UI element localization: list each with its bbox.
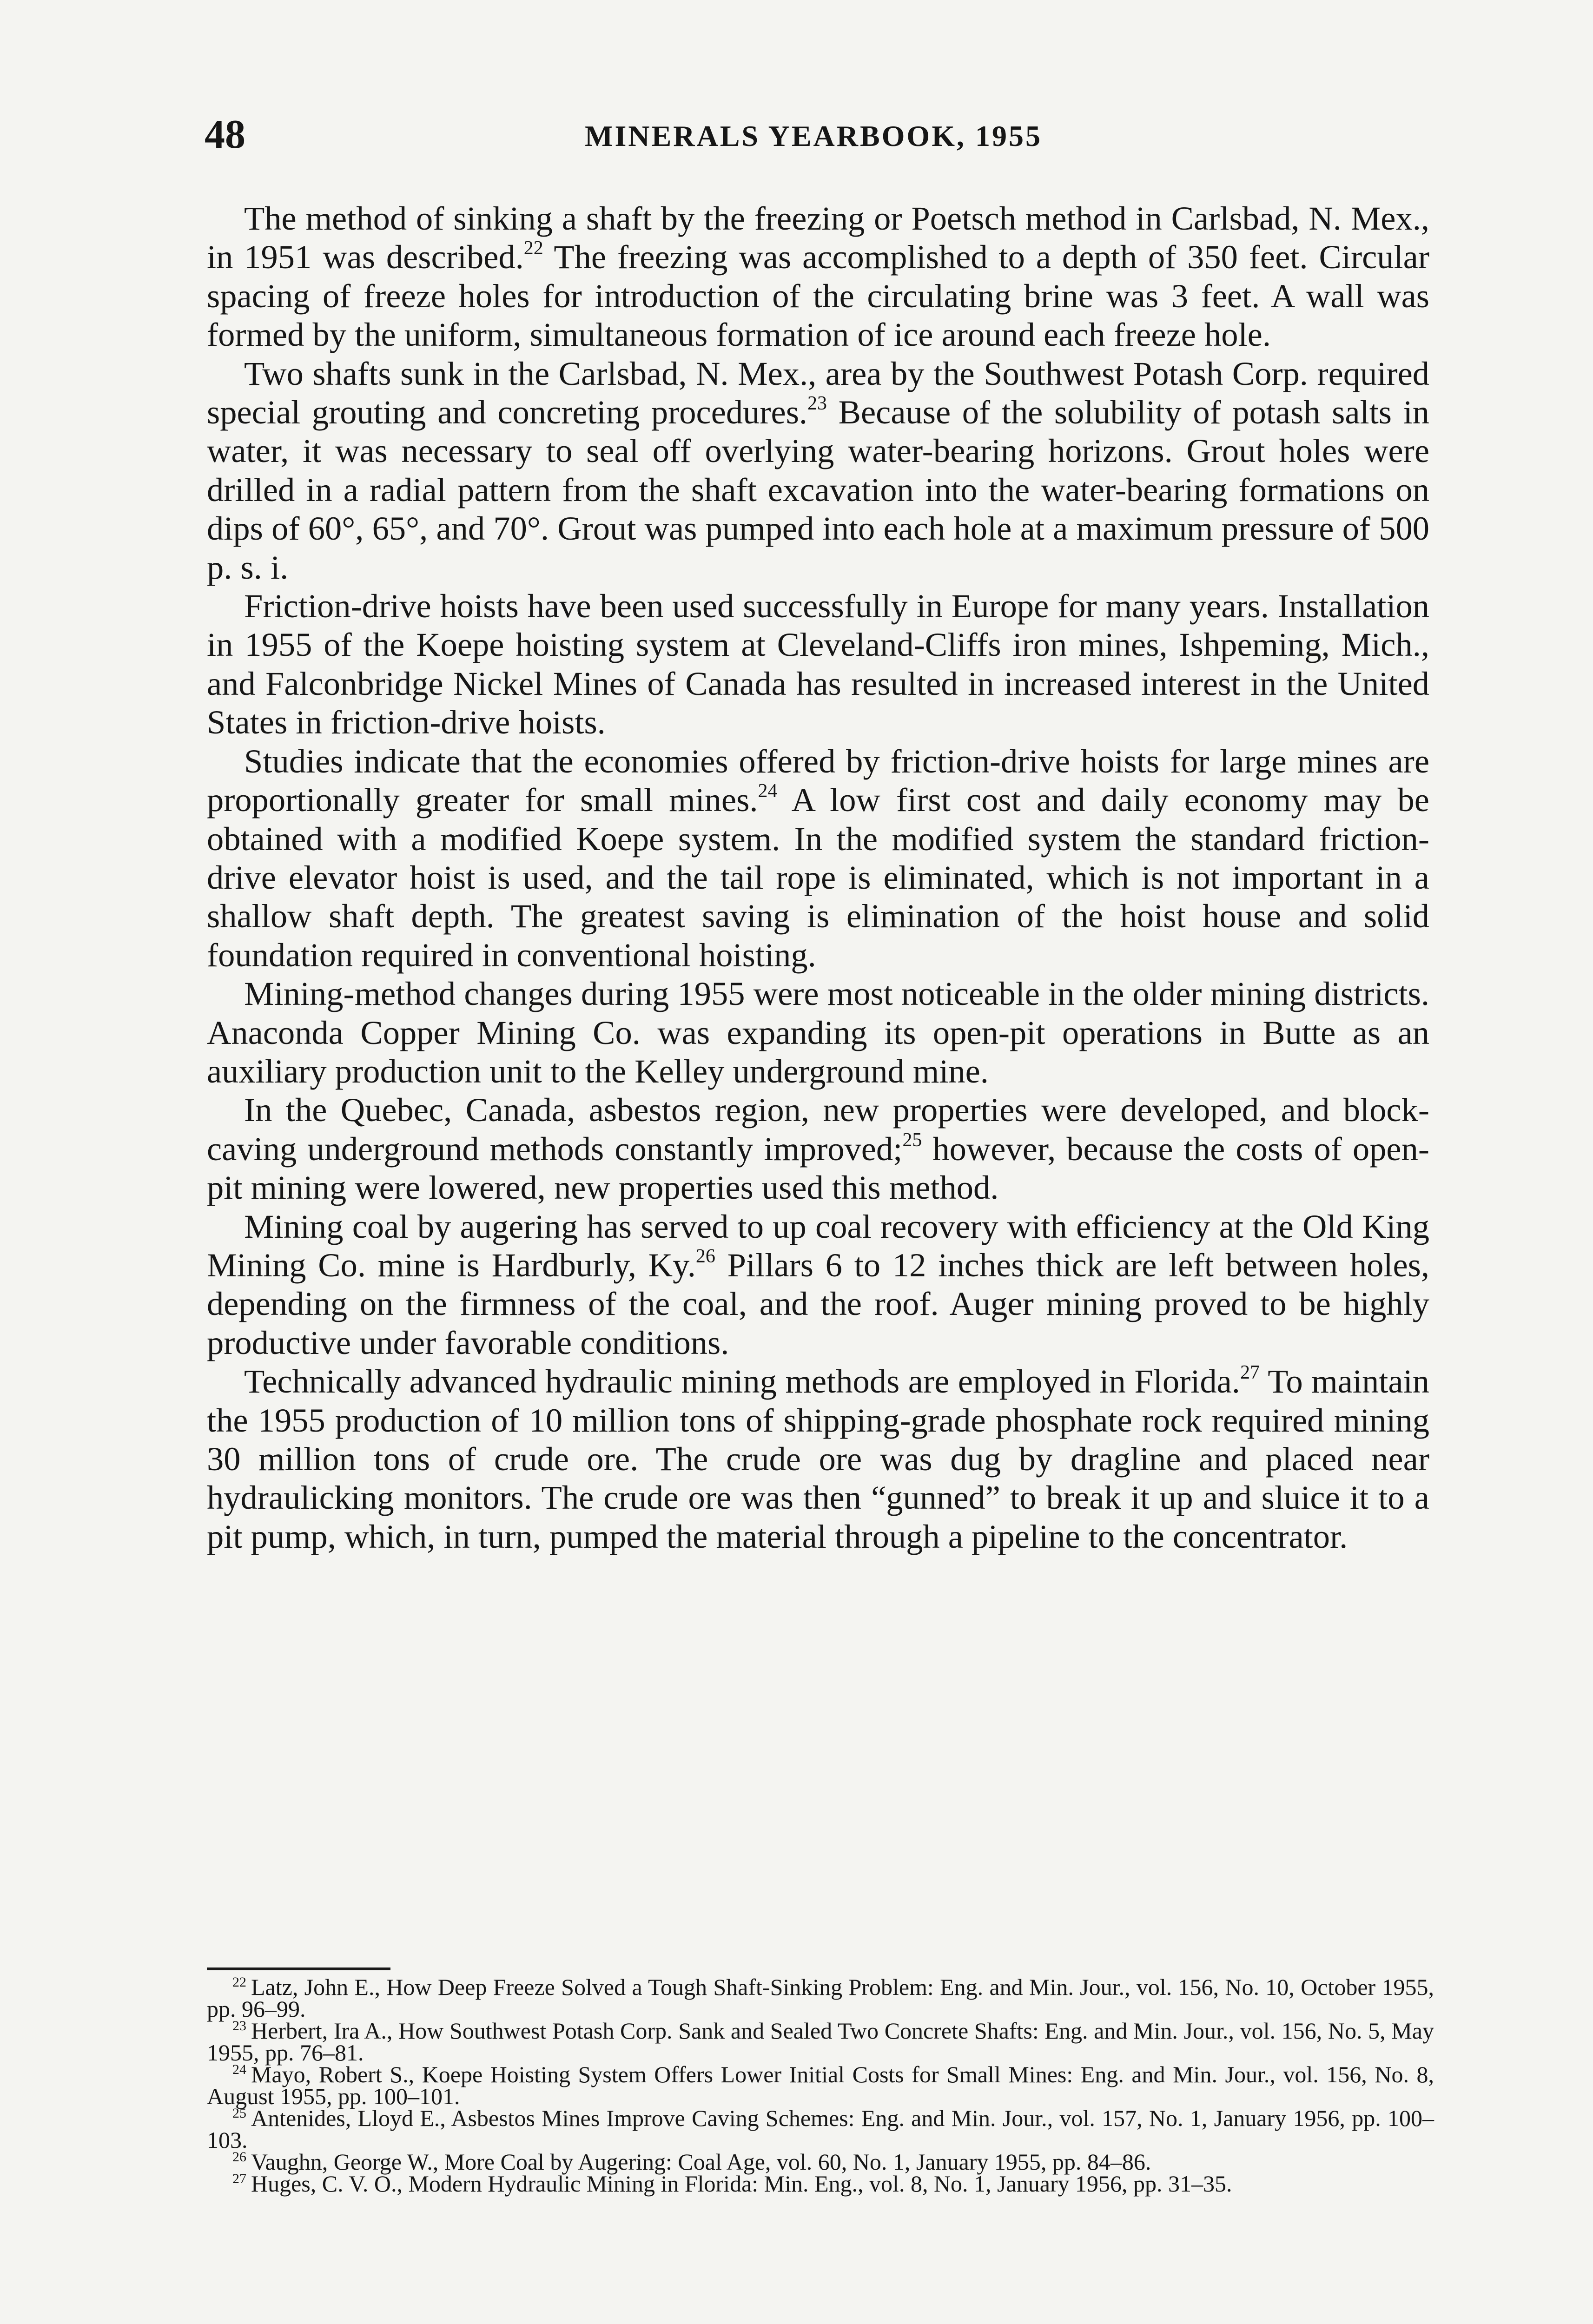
- footnote-divider: [207, 1967, 390, 1970]
- footnote-number: 22: [232, 1974, 246, 1990]
- footnote-24: [207, 2061, 1434, 2109]
- paragraph-text-continued: To maintain the 1955 production of 10 million tons of shipping-grade phosphate rock required mining 30 million tons of crude ore. The crude ore was dug by dragline and placed near hydraulicking monitors. The crude ore was then “gunned” to break it up and sluice it to a pit pump, which, in turn, pumped the material through a pipeline to the concentrator.: [207, 1362, 1429, 1555]
- paragraph-text: Technically advanced hydraulic mining methods are employed in Florida.: [244, 1362, 1240, 1400]
- paragraph-text-continued: Because of the solubility of potash salts in water, it was necessary to seal off overlying water-bearing horizons. Grout holes were drilled in a radial pattern from the shaft excavation into the water-bearing formations on dips of 60°, 65°, and 70°. Grout was pumped into each hole at a maximum pressure of 500 p. s. i.: [207, 393, 1429, 586]
- footnote-number: 23: [232, 2018, 246, 2034]
- paragraph-text-continued: Pillars 6 to 12 inches thick are left between holes, depending on the firmness of the coal, and the roof. Auger mining proved to be highly productive under favorable conditions.: [207, 1246, 1429, 1361]
- footnote-number: 24: [232, 2062, 246, 2077]
- footnote-text: Vaughn, George W., More Coal by Augering: Coal Age, vol. 60, No. 1, January 1955, pp. 84–86.: [251, 2149, 1151, 2175]
- running-head: MINERALS YEARBOOK, 1955: [585, 119, 1042, 152]
- footnote-ref: 23: [807, 393, 827, 415]
- paragraph-text: Friction-drive hoists have been used successfully in Europe for many years. Installation in 1955 of the Koepe hoisting system at Cleveland-Cliffs iron mines, Ishpeming, Mich., and Falconbridge Nickel Mines of Canada has resulted in increased interest in the United States in friction-drive hoists.: [207, 587, 1429, 741]
- footnote-26: [207, 2151, 1434, 2173]
- paragraph-mining-method-changes: [207, 974, 1429, 1090]
- paragraph-potash-shafts: [207, 354, 1429, 587]
- paragraph-text: Two shafts sunk in the Carlsbad, N. Mex., area by the Southwest Potash Corp. required special grouting and concreting procedures.: [207, 354, 1429, 431]
- paragraph-text: Studies indicate that the economies offered by friction-drive hoists for large mines are proportionally greater for small mines.: [207, 742, 1429, 819]
- footnote-23: [207, 2020, 1434, 2064]
- paragraph-text: Mining-method changes during 1955 were most noticeable in the older mining districts. Anaconda Copper Mining Co. was expanding its open-pit operations in Butte as an auxiliary production unit to the Kelley underground mine.: [207, 975, 1429, 1090]
- paragraph-freezing-method: [207, 199, 1429, 354]
- paragraph-hydraulic-mining: [207, 1362, 1429, 1556]
- paragraph-koepe-economies: [207, 742, 1429, 974]
- paragraph-text-continued: A low first cost and daily economy may be obtained with a modified Koepe system. In the modified system the standard friction-drive elevator hoist is used, and the tail rope is eliminated, which is not important in a shallow shaft depth. The greatest saving is elimination of the hoist house and solid foundation required in conventional hoisting.: [207, 781, 1429, 974]
- paragraph-text: Mining coal by augering has served to up coal recovery with efficiency at the Old King Mining Co. mine is Hardburly, Ky.: [207, 1207, 1429, 1284]
- footnote-text: Herbert, Ira A., How Southwest Potash Corp. Sank and Sealed Two Concrete Shafts: Eng. and Min. Jour., vol. 156, No. 5, May 1955, pp. 76–81.: [207, 2018, 1434, 2066]
- page-number: 48: [205, 112, 245, 157]
- footnote-27: [207, 2173, 1434, 2195]
- paragraph-text: The method of sinking a shaft by the freezing or Poetsch method in Carlsbad, N. Mex., in 1951 was described.: [207, 199, 1429, 276]
- footnote-22: [207, 1976, 1434, 2020]
- paragraph-quebec-asbestos: [207, 1090, 1429, 1207]
- footnote-ref: 22: [523, 238, 543, 259]
- page-header: [205, 109, 1422, 160]
- paragraph-text-continued: The freezing was accomplished to a depth of 350 feet. Circular spacing of freeze holes for introduction of the circulating brine was 3 feet. A wall was formed by the uniform, simultaneous formation of ice around each freeze hole.: [207, 238, 1429, 354]
- footnote-25: [207, 2107, 1434, 2151]
- footnote-text: Huges, C. V. O., Modern Hydraulic Mining in Florida: Min. Eng., vol. 8, No. 1, January 1956, pp. 31–35.: [251, 2171, 1232, 2197]
- paragraph-text: In the Quebec, Canada, asbestos region, new properties were developed, and block-caving underground methods constantly improved;: [207, 1091, 1429, 1168]
- paragraph-friction-drive-hoists: [207, 587, 1429, 742]
- footnote-number: 27: [232, 2171, 246, 2186]
- footnote-number: 25: [232, 2106, 246, 2121]
- footnote-ref: 27: [1240, 1362, 1260, 1384]
- footnote-ref: 26: [695, 1245, 715, 1267]
- footnote-ref: 25: [902, 1129, 922, 1151]
- paragraph-coal-augering: [207, 1207, 1429, 1362]
- paragraph-text-continued: however, because the costs of open-pit mining were lowered, new properties used this method.: [207, 1129, 1429, 1207]
- footnote-text: Latz, John E., How Deep Freeze Solved a Tough Shaft-Sinking Problem: Eng. and Min. Jour., vol. 156, No. 10, October 1955, pp. 96–99.: [207, 1974, 1434, 2022]
- footnote-text: Antenides, Lloyd E., Asbestos Mines Improve Caving Schemes: Eng. and Min. Jour., vol. 157, No. 1, January 1956, pp. 100–103.: [207, 2105, 1434, 2153]
- body-text: [207, 199, 1429, 1556]
- footnote-number: 26: [232, 2149, 246, 2165]
- footnote-text: Mayo, Robert S., Koepe Hoisting System Offers Lower Initial Costs for Small Mines: Eng. and Min. Jour., vol. 156, No. 8, August 1955, pp. 100–101.: [207, 2061, 1434, 2109]
- footnotes: [207, 1976, 1434, 2195]
- footnote-ref: 24: [758, 780, 778, 802]
